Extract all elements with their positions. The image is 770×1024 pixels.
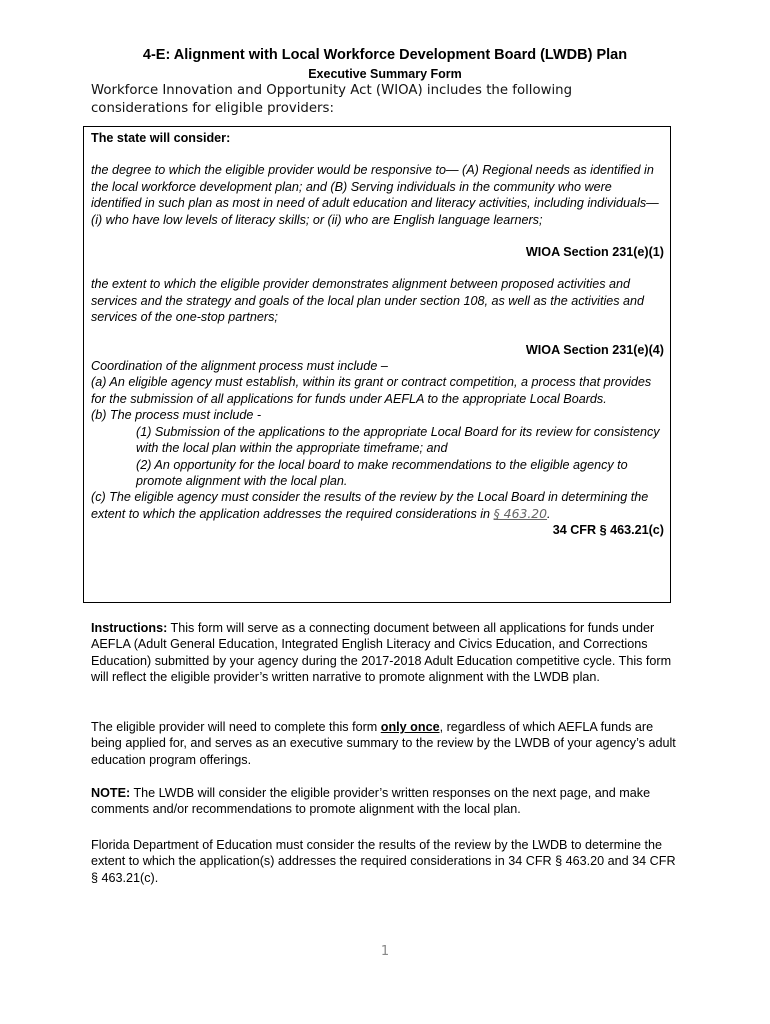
considerations-box (83, 126, 671, 603)
coordination-item-b1: (1) Submission of the applications to the appropriate Local Board for its review for consistency with the local plan within the appropriate timeframe; and (136, 424, 660, 456)
coordination-intro: Coordination of the alignment process must include – (91, 359, 388, 374)
item-c-end: . (547, 506, 551, 521)
box-heading: The state will consider: (91, 131, 231, 145)
page-title: 4-E: Alignment with Local Workforce Development Board (LWDB) Plan (142, 47, 628, 63)
only-once-after: , regardless of which AEFLA funds are being applied for, and serves as an executive summary to the review by the LWDB of your agency’s adult education program offerings. (91, 720, 676, 767)
page-subtitle: Executive Summary Form (308, 67, 462, 81)
item-c-text: (c) The eligible agency must consider the results of the review by the Local Board in determining the extent to which the application addresses the required considerations in (91, 490, 649, 521)
only-once-before: The eligible provider will need to complete this form (91, 720, 381, 734)
note-label: NOTE: (91, 786, 131, 800)
note-text: The LWDB will consider the eligible provider’s written responses on the next page, and make comments and/or recommendations to promote alignment with the local plan. (91, 786, 651, 817)
intro-paragraph: Workforce Innovation and Opportunity Act (WIOA) includes the following considerations for eligible providers: (91, 83, 573, 116)
coordination-item-a: (a) An eligible agency must establish, within its grant or contract competition, a process that provides for the submission of all applications for funds under AEFLA to the appropriate Local Boards. (91, 375, 652, 406)
florida-paragraph (91, 837, 681, 886)
instructions-text: This form will serve as a connecting document between all applications for funds under AEFLA (Adult General Education, Integrated English Literacy and Civics Education, and Corrections Education) submitted by your agency during the 2017-2018 Adult Education competitive cycle. This form will reflect the eligible provider’s written narrative to promote alignment with the LWDB plan. (91, 621, 672, 685)
note-paragraph (91, 785, 681, 818)
consideration-2: the extent to which the eligible provider demonstrates alignment between proposed activities and services and the strategy and goals of the local plan under section 108, as well as the activities and services of the one-stop partners; (91, 277, 645, 325)
only-once-paragraph (91, 719, 681, 768)
page-number: 1 (380, 944, 390, 959)
instructions-label: Instructions: (91, 621, 168, 635)
reference-34-cfr: 34 CFR § 463.21(c) (552, 523, 664, 538)
only-once-emphasis: only once (380, 720, 440, 734)
reference-wioa-231-e-4: WIOA Section 231(e)(4) (525, 342, 664, 357)
coordination-item-b: (b) The process must include - (91, 408, 262, 423)
coordination-item-c (91, 489, 664, 522)
cfr-463-20-link[interactable]: § 463.20 (493, 505, 548, 521)
reference-wioa-231-e-1: WIOA Section 231(e)(1) (525, 245, 664, 260)
instructions-paragraph (91, 620, 681, 686)
coordination-item-b2: (2) An opportunity for the local board to make recommendations to the eligible agency to promote alignment with the local plan. (136, 457, 628, 488)
consideration-1: the degree to which the eligible provider would be responsive to— (A) Regional needs as identified in the local workforce development plan; and (B) Serving individuals in the community who were identified in such plan as most in need of adult education and literacy activities, including individuals— (i) who have low levels of literacy skills; or (ii) who are English language learners; (91, 163, 659, 227)
florida-text: Florida Department of Education must consider the results of the review by the LWDB to determine the extent to which the application(s) addresses the required considerations in 34 CFR § 463.20 and 34 CFR § 463.21(c). (91, 838, 676, 885)
